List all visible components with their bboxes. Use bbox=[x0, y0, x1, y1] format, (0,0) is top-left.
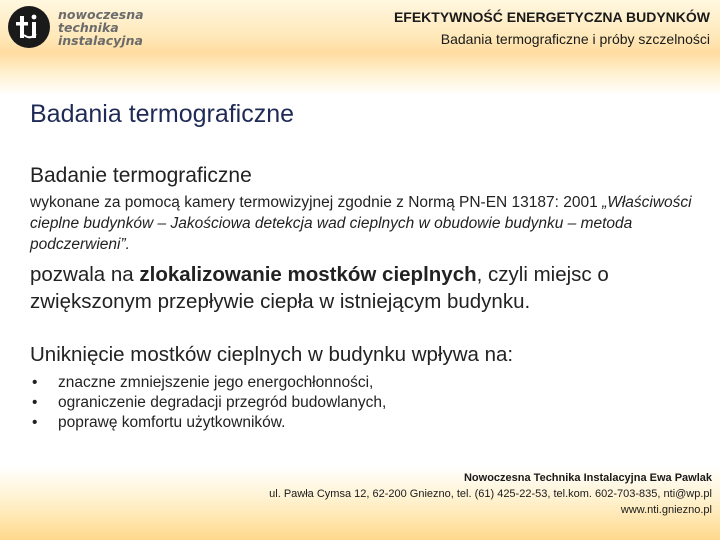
body-heading: Badanie termograficzne bbox=[30, 164, 252, 187]
footer bbox=[269, 470, 712, 518]
nti-logo-icon bbox=[6, 4, 52, 50]
header-title: EFEKTYWNOŚĆ ENERGETYCZNA BUDYNKÓW bbox=[393, 9, 710, 25]
purpose-suffix: , czyli miejsc o zwiększonym przepływie ciepła w istniejącym budynku. bbox=[30, 263, 609, 313]
logo-line-3: instalacyjna bbox=[58, 32, 143, 48]
effects-list bbox=[30, 373, 710, 433]
header bbox=[394, 6, 710, 50]
header-subtitle: Badania termograficzne i próby szczelności bbox=[440, 31, 710, 47]
slide-content bbox=[30, 164, 710, 433]
description-plain: wykonane za pomocą kamery termowizyjnej zgodnie z Normą PN-EN 13187: 2001 bbox=[30, 194, 598, 211]
purpose-bold: zlokalizowanie mostków cieplnych bbox=[139, 263, 477, 286]
logo-line-2: technika bbox=[58, 19, 119, 35]
logo-line-1: nowoczesna bbox=[58, 6, 144, 22]
purpose-prefix: pozwala na bbox=[30, 263, 140, 286]
effects-heading: Uniknięcie mostków cieplnych w budynku wpływa na: bbox=[30, 343, 514, 366]
list-item: • znaczne zmniejszenie jego energochłonności, bbox=[30, 373, 710, 393]
list-item: • ograniczenie degradacji przegród budowlanych, bbox=[30, 393, 710, 413]
footer-company: Nowoczesna Technika Instalacyjna Ewa Pawlak bbox=[463, 472, 712, 484]
description bbox=[30, 192, 710, 255]
slide-title: Badania termograficzne bbox=[30, 100, 295, 128]
list-item: • poprawę komfortu użytkowników. bbox=[30, 413, 710, 433]
company-logo bbox=[6, 4, 144, 50]
footer-website[interactable]: www.nti.gniezno.pl bbox=[620, 504, 712, 516]
purpose-text bbox=[30, 261, 710, 315]
description-quote: „Właściwości cieplne budynków – Jakościowa detekcja wad cieplnych w obudowie budynku – metoda podczerwieni”. bbox=[30, 194, 692, 253]
footer-address: ul. Pawła Cymsa 12, 62-200 Gniezno, tel. (61) 425-22-53, tel.kom. 602-703-835, nti@wp.pl bbox=[269, 488, 712, 500]
